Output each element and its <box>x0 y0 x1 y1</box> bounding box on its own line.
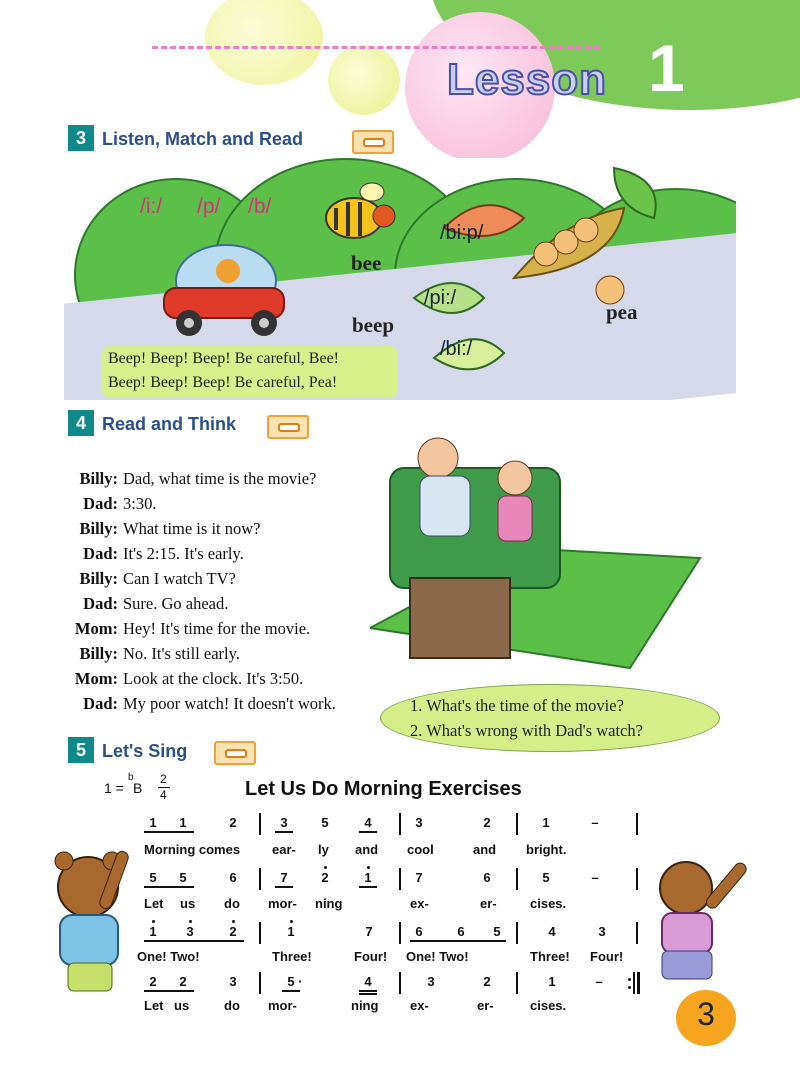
header-dash-line <box>152 46 600 49</box>
lyric: mor- <box>268 896 297 911</box>
dialogue-line <box>0 644 240 664</box>
chant-line: Beep! Beep! Beep! Be careful, Pea! <box>108 374 338 391</box>
line-text: My poor watch! It doesn't work. <box>123 694 336 713</box>
lyric: ex- <box>410 896 429 911</box>
line-text: It's 2:15. It's early. <box>123 544 244 563</box>
note: 3 <box>415 815 423 830</box>
key-note: B <box>133 780 143 796</box>
cassette-icon[interactable] <box>352 130 394 154</box>
note: 1 <box>149 924 157 939</box>
leaf-label: /pi:/ <box>424 287 457 309</box>
beam-underline <box>359 993 377 995</box>
lyric: us <box>180 896 196 911</box>
speaker: Billy: <box>79 469 118 488</box>
speaker: Billy: <box>79 569 118 588</box>
bar-line <box>399 972 401 994</box>
lyric: do <box>224 998 240 1013</box>
time-signature-top: 2 <box>160 772 167 786</box>
beam-underline <box>144 886 194 888</box>
bar-line <box>636 813 638 835</box>
bar-line <box>259 972 261 994</box>
bar-line <box>399 868 401 890</box>
speaker: Mom: <box>74 669 118 688</box>
note: 5 · <box>287 974 303 989</box>
line-text: No. It's still early. <box>123 644 240 663</box>
speaker: Dad: <box>83 594 118 613</box>
note: 2 <box>321 870 329 885</box>
repeat-dot <box>628 986 631 989</box>
octave-dot <box>324 866 327 869</box>
section-title: Read and Think <box>102 414 237 434</box>
bar-line <box>259 868 261 890</box>
decor-circle <box>328 45 400 115</box>
lyric: ly <box>318 842 329 857</box>
song-title: Let Us Do Morning Exercises <box>245 778 522 800</box>
note: 1 <box>548 974 556 989</box>
cassette-icon[interactable] <box>214 741 256 765</box>
beam-underline <box>359 990 377 992</box>
leaf-label: /bi:/ <box>440 338 473 360</box>
car-illustration <box>154 243 294 338</box>
end-bar-line <box>633 972 635 994</box>
octave-dot <box>189 920 192 923</box>
line-text: 3:30. <box>123 494 157 513</box>
bar-line <box>516 813 518 835</box>
bar-line <box>516 922 518 944</box>
section-number: 5 <box>68 737 94 763</box>
lesson-number: 1 <box>648 31 685 105</box>
line-text: What time is it now? <box>123 519 261 538</box>
line-text: Can I watch TV? <box>123 569 236 588</box>
dialogue-line <box>0 694 336 714</box>
dialogue-line <box>0 469 316 489</box>
dialogue-line <box>0 619 310 639</box>
beam-underline <box>410 940 506 942</box>
note: 5 <box>493 924 501 939</box>
beam-underline <box>282 990 300 992</box>
chant-line: Beep! Beep! Beep! Be careful, Bee! <box>108 350 339 367</box>
lyric: do <box>224 896 240 911</box>
note: 5 <box>542 870 550 885</box>
cassette-icon[interactable] <box>267 415 309 439</box>
page-number: 3 <box>697 996 715 1032</box>
octave-dot <box>367 866 370 869</box>
lyric: One! Two! <box>137 949 200 964</box>
note: 5 <box>179 870 187 885</box>
note: – <box>591 870 599 885</box>
note: 2 <box>179 974 187 989</box>
note: 2 <box>149 974 157 989</box>
beam-underline <box>275 831 293 833</box>
note: 7 <box>280 870 288 885</box>
line-text: Look at the clock. It's 3:50. <box>123 669 304 688</box>
note: 6 <box>229 870 237 885</box>
speaker: Dad: <box>83 494 118 513</box>
lyric: cises. <box>530 998 567 1013</box>
lyric: and <box>355 842 379 857</box>
questions-oval <box>380 684 720 752</box>
note: 3 <box>186 924 194 939</box>
note: 2 <box>229 924 237 939</box>
note: 4 <box>548 924 556 939</box>
note: 6 <box>483 870 491 885</box>
section-title: Let's Sing <box>102 741 188 761</box>
bee-illustration <box>314 178 404 248</box>
octave-dot <box>232 920 235 923</box>
lyric: ning <box>351 998 379 1013</box>
beam-underline <box>275 886 293 888</box>
note: 5 <box>149 870 157 885</box>
speaker: Mom: <box>74 619 118 638</box>
note: 4 <box>364 974 372 989</box>
speaker: Billy: <box>79 519 118 538</box>
dialogue-line <box>0 544 244 564</box>
note: 4 <box>364 815 372 830</box>
word-pea: pea <box>606 300 638 324</box>
bar-line <box>516 868 518 890</box>
lyric: ex- <box>410 998 429 1013</box>
bar-line <box>636 868 638 890</box>
flat-sign: b <box>128 772 134 783</box>
lyric: Morning comes <box>144 842 241 857</box>
end-bar-line <box>637 972 640 994</box>
lyric: and <box>473 842 497 857</box>
bar-line <box>516 972 518 994</box>
octave-dot <box>152 920 155 923</box>
lyric: cises. <box>530 896 567 911</box>
lyric: Four! <box>590 949 624 964</box>
note: 1 <box>542 815 550 830</box>
beam-underline <box>144 940 244 942</box>
phonetic-label: /i:/ <box>140 195 163 218</box>
word-bee: bee <box>351 251 382 275</box>
note: 3 <box>229 974 237 989</box>
lyric: ning <box>315 896 343 911</box>
octave-dot <box>290 920 293 923</box>
lyric: One! Two! <box>406 949 469 964</box>
speaker: Dad: <box>83 544 118 563</box>
note: 1 <box>149 815 157 830</box>
lyric: Three! <box>272 949 312 964</box>
lyric: Four! <box>354 949 388 964</box>
bear-illustration <box>38 845 138 1010</box>
note: 7 <box>415 870 423 885</box>
family-tv-illustration <box>370 428 770 690</box>
note: 1 <box>364 870 372 885</box>
lyric: Let <box>144 998 164 1013</box>
beam-underline <box>144 831 194 833</box>
dialogue-line <box>0 519 260 539</box>
lesson-title: Lesson <box>447 55 608 104</box>
dialogue-line <box>0 494 156 514</box>
speaker: Billy: <box>79 644 118 663</box>
lyric: cool <box>407 842 434 857</box>
dialogue-line <box>0 569 236 589</box>
beam-underline <box>359 831 377 833</box>
question: 1. What's the time of the movie? <box>410 696 624 715</box>
note: 1 <box>179 815 187 830</box>
lyric: Three! <box>530 949 570 964</box>
lyric: Let <box>144 896 164 911</box>
section-title: Listen, Match and Read <box>102 129 304 149</box>
song-key: 1 = <box>104 780 124 796</box>
note: 3 <box>598 924 606 939</box>
note: 3 <box>280 815 288 830</box>
line-text: Hey! It's time for the movie. <box>123 619 311 638</box>
beam-underline <box>144 990 194 992</box>
note: 2 <box>483 815 491 830</box>
bar-line <box>259 922 261 944</box>
decor-circle <box>205 0 323 85</box>
beam-underline <box>359 886 377 888</box>
bar-line <box>636 922 638 944</box>
lyric: mor- <box>268 998 297 1013</box>
lyric: er- <box>477 998 494 1013</box>
note: 1 <box>287 924 295 939</box>
bar-line <box>259 813 261 835</box>
phonetic-label: /b/ <box>248 195 272 218</box>
leaves <box>404 268 524 388</box>
dialogue-line <box>0 594 228 614</box>
note: 6 <box>415 924 423 939</box>
note: 7 <box>365 924 373 939</box>
note: 3 <box>427 974 435 989</box>
bar-line <box>399 813 401 835</box>
note: 2 <box>229 815 237 830</box>
repeat-dot <box>628 978 631 981</box>
phonetic-label: /p/ <box>197 195 221 218</box>
bar-line <box>399 922 401 944</box>
question: 2. What's wrong with Dad's watch? <box>410 721 643 740</box>
line-text: Sure. Go ahead. <box>123 594 229 613</box>
lyric: ear- <box>272 842 296 857</box>
note: – <box>591 815 599 830</box>
leaf-label: /bi:p/ <box>440 222 484 244</box>
note: 6 <box>457 924 465 939</box>
speaker: Dad: <box>83 694 118 713</box>
note: 2 <box>483 974 491 989</box>
bear-illustration <box>640 858 755 1003</box>
note: – <box>595 974 603 989</box>
lyric: us <box>174 998 190 1013</box>
line-text: Dad, what time is the movie? <box>123 469 317 488</box>
lyric: er- <box>480 896 497 911</box>
time-signature-bottom: 4 <box>160 788 167 802</box>
section-number: 4 <box>68 410 94 436</box>
lyric: bright. <box>526 842 567 857</box>
note: 5 <box>321 815 329 830</box>
section-number: 3 <box>68 125 94 151</box>
word-beep: beep <box>352 313 394 337</box>
dialogue-line <box>0 669 303 689</box>
